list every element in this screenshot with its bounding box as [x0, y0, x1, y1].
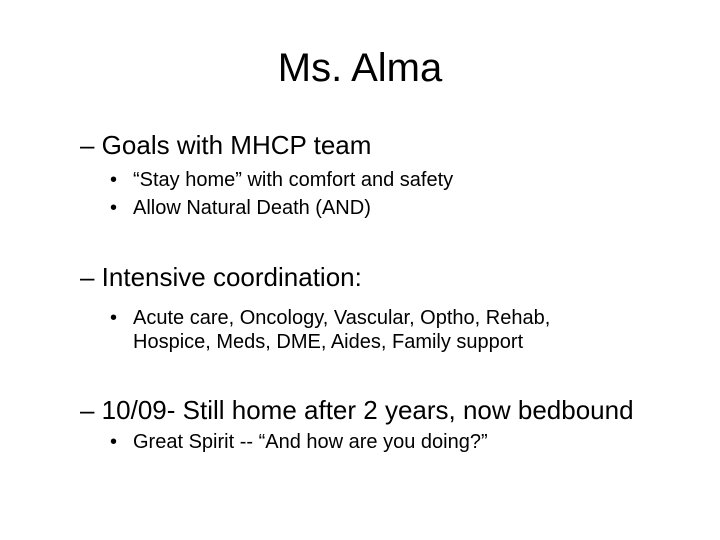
- sub-bullet: • Acute care, Oncology, Vascular, Optho, Rehab, Hospice, Meds, DME, Aides, Family support: [110, 307, 551, 353]
- sub-bullet: • Great Spirit -- “And how are you doing?”: [110, 431, 488, 453]
- bullet-status: – 10/09- Still home after 2 years, now bedbound: [80, 395, 634, 425]
- sub-bullet: • Allow Natural Death (AND): [110, 197, 371, 219]
- slide-title: Ms. Alma: [277, 46, 443, 90]
- bullet-goals: – Goals with MHCP team: [80, 130, 372, 160]
- bullet-coordination: – Intensive coordination:: [80, 262, 362, 292]
- sub-bullet: • “Stay home” with comfort and safety: [110, 169, 454, 191]
